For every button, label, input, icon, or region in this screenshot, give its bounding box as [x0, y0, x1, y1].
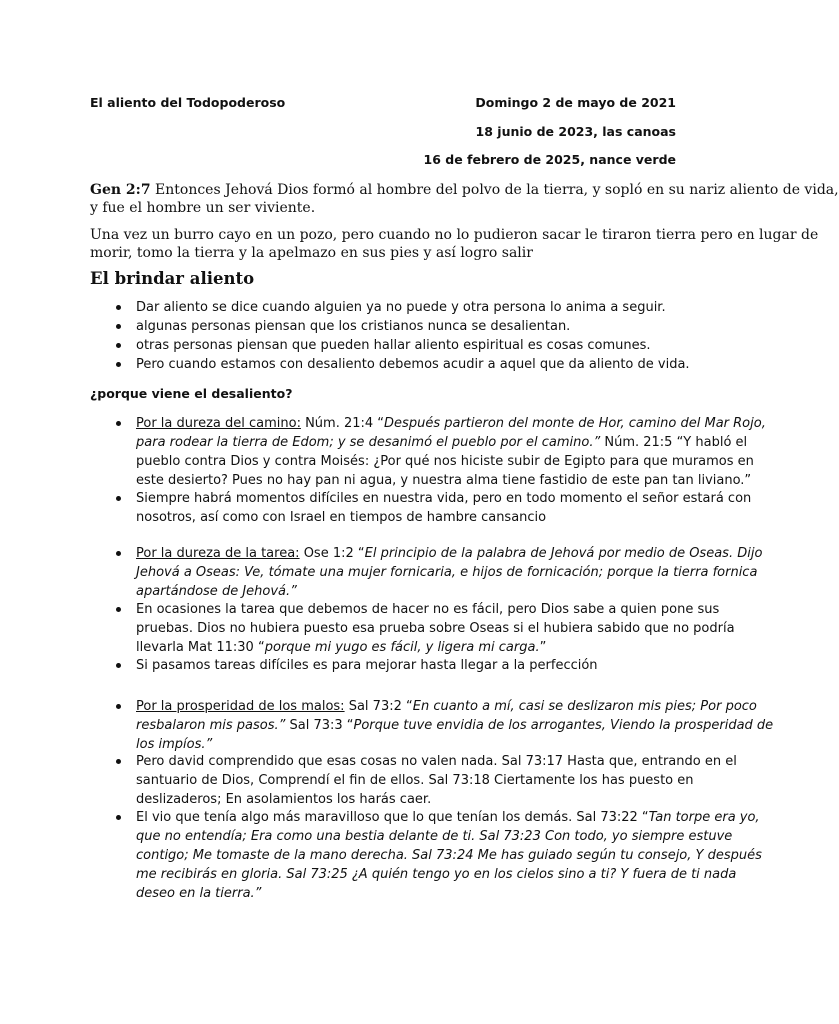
quote: Porque tuve envidia de los arrogantes, Viendo la prosperidad de	[353, 718, 774, 733]
text-line: santuario de Dios, Comprendí el fin de ellos. Sal 73:18 Ciertamente los has puesto en	[136, 773, 694, 788]
list-item: Pero cuando estamos con desaliento debemos acudir a aquel que da aliento de vida.	[136, 357, 690, 372]
bullet-dot	[116, 362, 121, 367]
ref: Ose 1:2 “	[299, 546, 365, 561]
date-line-2: 18 junio de 2023, las canoas	[475, 124, 676, 139]
bullet-dot	[116, 324, 121, 329]
quote: para rodear la tierra de Edom; y se desanimó el pueblo por el camino.”	[136, 435, 601, 450]
list-item	[136, 600, 735, 657]
intro-story	[90, 226, 818, 262]
ref: Sal 73:2 “	[344, 699, 413, 714]
bullet-dot	[116, 343, 121, 348]
quote: contigo; Me tomaste de la mano derecha. Sal 73:24 Me has guiado según tu consejo, Y después	[136, 848, 762, 863]
text-line: nosotros, así como con Israel en tiempos de hambre cansancio	[136, 510, 547, 525]
date-line-1: Domingo 2 de mayo de 2021	[475, 95, 676, 110]
quote: El principio de la palabra de Jehová por medio de Oseas. Dijo	[364, 546, 763, 561]
list-item	[136, 697, 773, 754]
quote: Jehová a Oseas: Ve, tómate una mujer fornicaria, e hijos de fornicación; porque la tierra fornica	[136, 565, 758, 580]
bullet-dot	[116, 421, 121, 426]
list-item	[136, 544, 762, 601]
quote-close: ”	[539, 640, 547, 655]
quote: deseo en la tierra.”	[136, 886, 262, 901]
bullet-dot	[116, 305, 121, 310]
bullet-dot	[116, 759, 121, 764]
quote: apartándose de Jehová.”	[136, 584, 297, 599]
story-line: Una vez un burro cayo en un pozo, pero cuando no lo pudieron sacar le tiraron tierra pero en lugar de	[90, 227, 819, 243]
list-item: Si pasamos tareas difíciles es para mejorar hasta llegar a la perfección	[136, 658, 598, 673]
quote: En cuanto a mí, casi se deslizaron mis pies; Por poco	[412, 699, 757, 714]
quote: resbalaron mis pasos.”	[136, 718, 286, 733]
bullet-dot	[116, 496, 121, 501]
ref: llevarla Mat 11:30 “	[136, 640, 265, 655]
text-line: En ocasiones la tarea que debemos de hacer no es fácil, pero Dios sabe a quien pone sus	[136, 602, 720, 617]
point-title: Por la dureza de la tarea:	[136, 546, 300, 561]
list-item: otras personas piensan que pueden hallar aliento espiritual es cosas comunes.	[136, 338, 651, 353]
ref: Núm. 21:5 “Y habló el	[600, 435, 748, 450]
bullet-dot	[116, 815, 121, 820]
text-line: Siempre habrá momentos difíciles en nuestra vida, pero en todo momento el señor estará con	[136, 491, 752, 506]
story-line: morir, tomo la tierra y la apelmazo en sus pies y así logro salir	[90, 245, 533, 261]
bullet-dot	[116, 663, 121, 668]
bullet-dot	[116, 551, 121, 556]
text-line: pueblo contra Dios y contra Moisés: ¿Por qué nos hiciste subir de Egipto para que muramos en	[136, 454, 754, 469]
text-line: pruebas. Dios no hubiera puesto esa prueba sobre Oseas si el hubiera sabido que no podría	[136, 621, 735, 636]
bullet-dot	[116, 704, 121, 709]
ref: Núm. 21:4 “	[300, 416, 385, 431]
bullet-dot	[116, 607, 121, 612]
quote: Después partieron del monte de Hor, camino del Mar Rojo,	[384, 416, 766, 431]
quote: que no entendía; Era como una bestia delante de ti. Sal 73:23 Con todo, yo siempre estuve	[136, 829, 733, 844]
text-line: Pero david comprendido que esas cosas no valen nada. Sal 73:17 Hasta que, entrando en el	[136, 754, 737, 769]
list-item	[136, 414, 766, 490]
quote: porque mi yugo es fácil, y ligera mi carga.	[264, 640, 540, 655]
quote: los impíos.”	[136, 737, 213, 752]
verse-reference: Gen 2:7	[90, 182, 151, 198]
list-item	[136, 489, 751, 527]
date-line-3: 16 de febrero de 2025, nance verde	[423, 152, 676, 167]
list-item	[136, 752, 737, 809]
intro-verse	[90, 181, 839, 217]
list-item: Dar aliento se dice cuando alguien ya no puede y otra persona lo anima a seguir.	[136, 300, 666, 315]
verse-text-cont: y fue el hombre un ser viviente.	[90, 200, 316, 216]
text-line: este desierto? Pues no hay pan ni agua, y nuestra alma tiene fastidio de este pan tan liviano.”	[136, 473, 752, 488]
point-title: Por la prosperidad de los malos:	[136, 699, 345, 714]
list-item	[136, 808, 762, 903]
list-item: algunas personas piensan que los cristianos nunca se desalientan.	[136, 319, 571, 334]
section-heading: El brindar aliento	[90, 269, 255, 288]
text-line: El vio que tenía algo más maravilloso que lo que tenían los demás. Sal 73:22 “	[136, 810, 649, 825]
ref: Sal 73:3 “	[285, 718, 354, 733]
text-line: deslizaderos; En asolamientos los harás caer.	[136, 792, 432, 807]
subsection-heading: ¿porque viene el desaliento?	[90, 386, 293, 401]
quote: Tan torpe era yo,	[648, 810, 760, 825]
quote: me recibirás en gloria. Sal 73:25 ¿A quién tengo yo en los cielos sino a ti? Y fuera de ti nada	[136, 867, 737, 882]
verse-text: Entonces Jehová Dios formó al hombre del polvo de la tierra, y sopló en su nariz aliento de vida,	[150, 182, 839, 198]
document-title: El aliento del Todopoderoso	[90, 95, 286, 110]
point-title: Por la dureza del camino:	[136, 416, 301, 431]
